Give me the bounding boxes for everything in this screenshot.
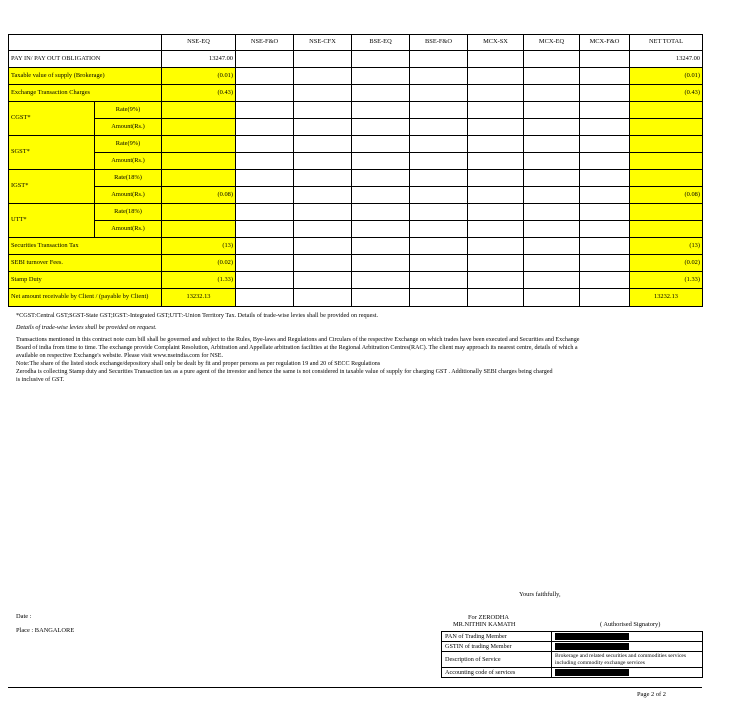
redaction-bar bbox=[555, 643, 629, 650]
table-row bbox=[9, 272, 703, 289]
terms-line: Zerodha is collecting Stamp duty and Securities Transaction tax as a pure agent of the investor and hence the same is not considered in taxable value of supply for charging GST . Additionally SEBI charges being charged bbox=[16, 368, 553, 375]
table-row bbox=[442, 668, 703, 678]
row-label: IGST* bbox=[9, 170, 95, 204]
table-row bbox=[442, 632, 703, 642]
table-row bbox=[9, 255, 703, 272]
terms-line: Note:The share of the listed stock exchange/depository shall only be dealt by fit and proper persons as per regulation 19 and 20 of SECC Regulations bbox=[16, 360, 381, 367]
cell-value: (1.33) bbox=[630, 272, 703, 289]
pan-value bbox=[552, 632, 703, 642]
footer-divider bbox=[8, 687, 702, 688]
col-header: BSE-EQ bbox=[352, 35, 410, 51]
cell-value: (0.43) bbox=[162, 85, 236, 102]
table-row bbox=[9, 170, 703, 187]
cell-value: 13232.13 bbox=[630, 289, 703, 307]
amount-label: Amount(Rs.) bbox=[95, 119, 162, 136]
col-header: NSE-CFX bbox=[294, 35, 352, 51]
table-row bbox=[9, 119, 703, 136]
col-header: MCX-SX bbox=[468, 35, 524, 51]
terms-line: available on respective Exchange's website. Please visit www.nseindia.com for NSE. bbox=[16, 352, 223, 359]
row-label: UTT* bbox=[9, 204, 95, 238]
obligation-table bbox=[8, 34, 703, 307]
row-label: Stamp Duty bbox=[9, 272, 162, 289]
member-details-table bbox=[441, 631, 703, 678]
header-blank bbox=[9, 35, 162, 51]
cell-value: (0.01) bbox=[162, 68, 236, 85]
cell-value: (0.08) bbox=[630, 187, 703, 204]
cell-value: 13247.00 bbox=[162, 51, 236, 68]
table-row bbox=[9, 51, 703, 68]
amount-label: Amount(Rs.) bbox=[95, 153, 162, 170]
for-zerodha: For ZERODHA bbox=[468, 614, 510, 621]
cell-value: (0.43) bbox=[630, 85, 703, 102]
page-number: Page 2 of 2 bbox=[637, 691, 666, 698]
cell-value: (0.08) bbox=[162, 187, 236, 204]
cell-value: (0.01) bbox=[630, 68, 703, 85]
table-row bbox=[9, 221, 703, 238]
acct-label: Accounting code of services bbox=[442, 668, 552, 678]
yours-faithfully: Yours faithfully, bbox=[519, 591, 561, 598]
col-header: MCX-F&O bbox=[580, 35, 630, 51]
row-label: Exchange Transaction Charges bbox=[9, 85, 162, 102]
cell-value: 13232.13 bbox=[162, 289, 236, 307]
redaction-bar bbox=[555, 633, 629, 640]
row-label: Net amount receivable by Client / (payable by Client) bbox=[9, 289, 162, 307]
col-header: NSE-F&O bbox=[236, 35, 294, 51]
col-header: MCX-EQ bbox=[524, 35, 580, 51]
desc-label: Description of Service bbox=[442, 652, 552, 668]
pan-label: PAN of Trading Member bbox=[442, 632, 552, 642]
row-label: Taxable value of supply (Brokerage) bbox=[9, 68, 162, 85]
cell-value: (13) bbox=[630, 238, 703, 255]
table-row bbox=[9, 102, 703, 119]
redaction-bar bbox=[555, 669, 629, 676]
table-row bbox=[9, 289, 703, 307]
table-row bbox=[9, 68, 703, 85]
authorised-signatory: ( Authorised Signatory) bbox=[600, 621, 661, 628]
terms-line: is inclusive of GST. bbox=[16, 376, 65, 383]
cell-value: (13) bbox=[162, 238, 236, 255]
table-row bbox=[9, 153, 703, 170]
row-label: SEBI turnover Fees. bbox=[9, 255, 162, 272]
terms-paragraph bbox=[16, 337, 696, 384]
table-row bbox=[9, 136, 703, 153]
table-row bbox=[442, 652, 703, 668]
signatory-name: MR.NITHIN KAMATH bbox=[453, 621, 516, 628]
row-label: Securities Transaction Tax bbox=[9, 238, 162, 255]
terms-line: Board of india from time to time. The exchange provide Complaint Resolution, Arbitration and Appellate arbitration facilities at the Regional Arbitration Centres(RAC). The client may approach its nearest centre, details of which a bbox=[16, 344, 578, 351]
col-header: BSE-F&O bbox=[410, 35, 468, 51]
col-header: NET TOTAL bbox=[630, 35, 703, 51]
table-row bbox=[9, 187, 703, 204]
amount-label: Amount(Rs.) bbox=[95, 187, 162, 204]
terms-line: Transactions mentioned in this contract note cum bill shall be governed and subject to the Rules, Bye-laws and Regulations and Circulars of the respective Exchange on which trades have been executed and Securities and Exchange bbox=[16, 337, 580, 343]
gstin-label: GSTIN of trading Member bbox=[442, 642, 552, 652]
table-header-row bbox=[9, 35, 703, 51]
rate-label: Rate(9%) bbox=[95, 136, 162, 153]
gst-note: *CGST:Central GST;SGST-State GST;IGST:-Integrated GST;UTT:-Union Territory Tax. Details of trade-wise levies shall be provided on request. bbox=[16, 312, 379, 319]
table-row bbox=[9, 204, 703, 221]
row-label: CGST* bbox=[9, 102, 95, 136]
date-label: Date : bbox=[16, 613, 32, 620]
acct-value bbox=[552, 668, 703, 678]
table-row bbox=[9, 238, 703, 255]
levies-note: Details of trade-wise levies shall be provided on request. bbox=[16, 324, 157, 331]
place-label: Place : BANGALORE bbox=[16, 627, 75, 634]
table-row bbox=[442, 642, 703, 652]
cell-value: (0.02) bbox=[630, 255, 703, 272]
row-label: PAY IN/ PAY OUT OBLIGATION bbox=[9, 51, 162, 68]
cell-value: (1.33) bbox=[162, 272, 236, 289]
amount-label: Amount(Rs.) bbox=[95, 221, 162, 238]
row-label: SGST* bbox=[9, 136, 95, 170]
col-header: NSE-EQ bbox=[162, 35, 236, 51]
desc-value: Brokerage and related securities and commodities services including commodity exchange services bbox=[552, 652, 703, 668]
rate-label: Rate(9%) bbox=[95, 102, 162, 119]
gstin-value bbox=[552, 642, 703, 652]
rate-label: Rate(18%) bbox=[95, 170, 162, 187]
table-row bbox=[9, 85, 703, 102]
cell-value: (0.02) bbox=[162, 255, 236, 272]
cell-value: 13247.00 bbox=[630, 51, 703, 68]
rate-label: Rate(18%) bbox=[95, 204, 162, 221]
